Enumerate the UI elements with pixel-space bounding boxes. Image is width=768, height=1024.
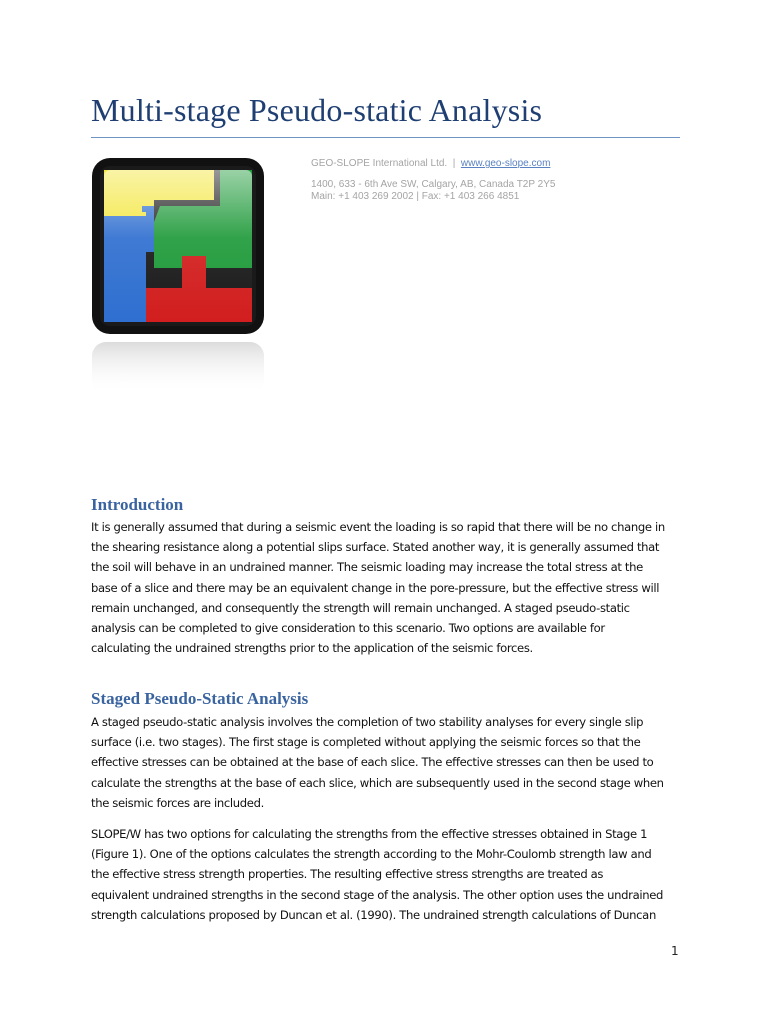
- contact-address: 1400, 633 - 6th Ave SW, Calgary, AB, Canada T2P 2Y5: [311, 179, 556, 190]
- website-link[interactable]: www.geo-slope.com: [460, 158, 551, 169]
- page-title: Multi-stage Pseudo-static Analysis: [91, 92, 543, 128]
- paragraph-line: It is generally assumed that during a seismic event the loading is so rapid that there will be no change in: [91, 520, 665, 534]
- paragraph-line: (Figure 1). One of the options calculates the strength according to the Mohr-Coulomb strength law and: [91, 847, 652, 862]
- staged-analysis-paragraph-2: [91, 824, 681, 925]
- paragraph-line: strength calculations proposed by Duncan et al. (1990). The undrained strength calculations of Duncan: [91, 907, 656, 922]
- paragraph-line: the shearing resistance along a potential slips surface. Stated another way, it is generally assumed that: [91, 540, 660, 555]
- page-number: 1: [671, 944, 679, 958]
- contact-phone-fax: Main: +1 403 269 2002 | Fax: +1 403 266 4851: [311, 191, 520, 202]
- paragraph-line: calculating the undrained strengths prior to the application of the seismic forces.: [91, 641, 533, 656]
- company-name: GEO-SLOPE International Ltd.: [311, 158, 448, 169]
- staged-analysis-paragraph-1: [91, 712, 681, 813]
- paragraph-line: surface (i.e. two stages). The first stage is completed without applying the seismic forces so that the: [91, 735, 641, 750]
- contact-separator: |: [452, 158, 456, 169]
- paragraph-line: remain unchanged, and consequently the strength will remain unchanged. A staged pseudo-static: [91, 600, 630, 615]
- paragraph-line: the seismic forces are included.: [91, 795, 264, 810]
- introduction-heading: Introduction: [91, 495, 184, 514]
- paragraph-line: SLOPE/W has two options for calculating the strengths from the effective stresses obtained in Stage 1: [91, 827, 648, 841]
- paragraph-line: effective stresses can be obtained at the base of each slice. The effective stresses can then be used to: [91, 755, 654, 770]
- contact-info: [311, 158, 555, 203]
- title-divider: [91, 137, 680, 138]
- staged-analysis-heading: Staged Pseudo-Static Analysis: [91, 689, 309, 708]
- geo-slope-logo-icon: [90, 156, 266, 396]
- introduction-paragraph: [91, 517, 681, 658]
- contact-company-line: [311, 158, 555, 170]
- paragraph-line: the effective stress strength properties. The resulting effective stress strengths are treated as: [91, 867, 604, 882]
- paragraph-line: the soil will behave in an undrained manner. The seismic loading may increase the total stress at the: [91, 560, 643, 575]
- paragraph-line: base of a slice and there may be an equivalent change in the pore-pressure, but the effective stress will: [91, 580, 660, 595]
- paragraph-line: equivalent undrained strengths in the second stage of the analysis. The other option uses the undrained: [91, 887, 664, 902]
- paragraph-line: A staged pseudo-static analysis involves the completion of two stability analyses for every single slip: [91, 715, 644, 729]
- paragraph-line: analysis can be completed to give consideration to this scenario. Two options are available for: [91, 621, 605, 636]
- paragraph-line: calculate the strengths at the base of each slice, which are subsequently used in the second stage when: [91, 775, 664, 790]
